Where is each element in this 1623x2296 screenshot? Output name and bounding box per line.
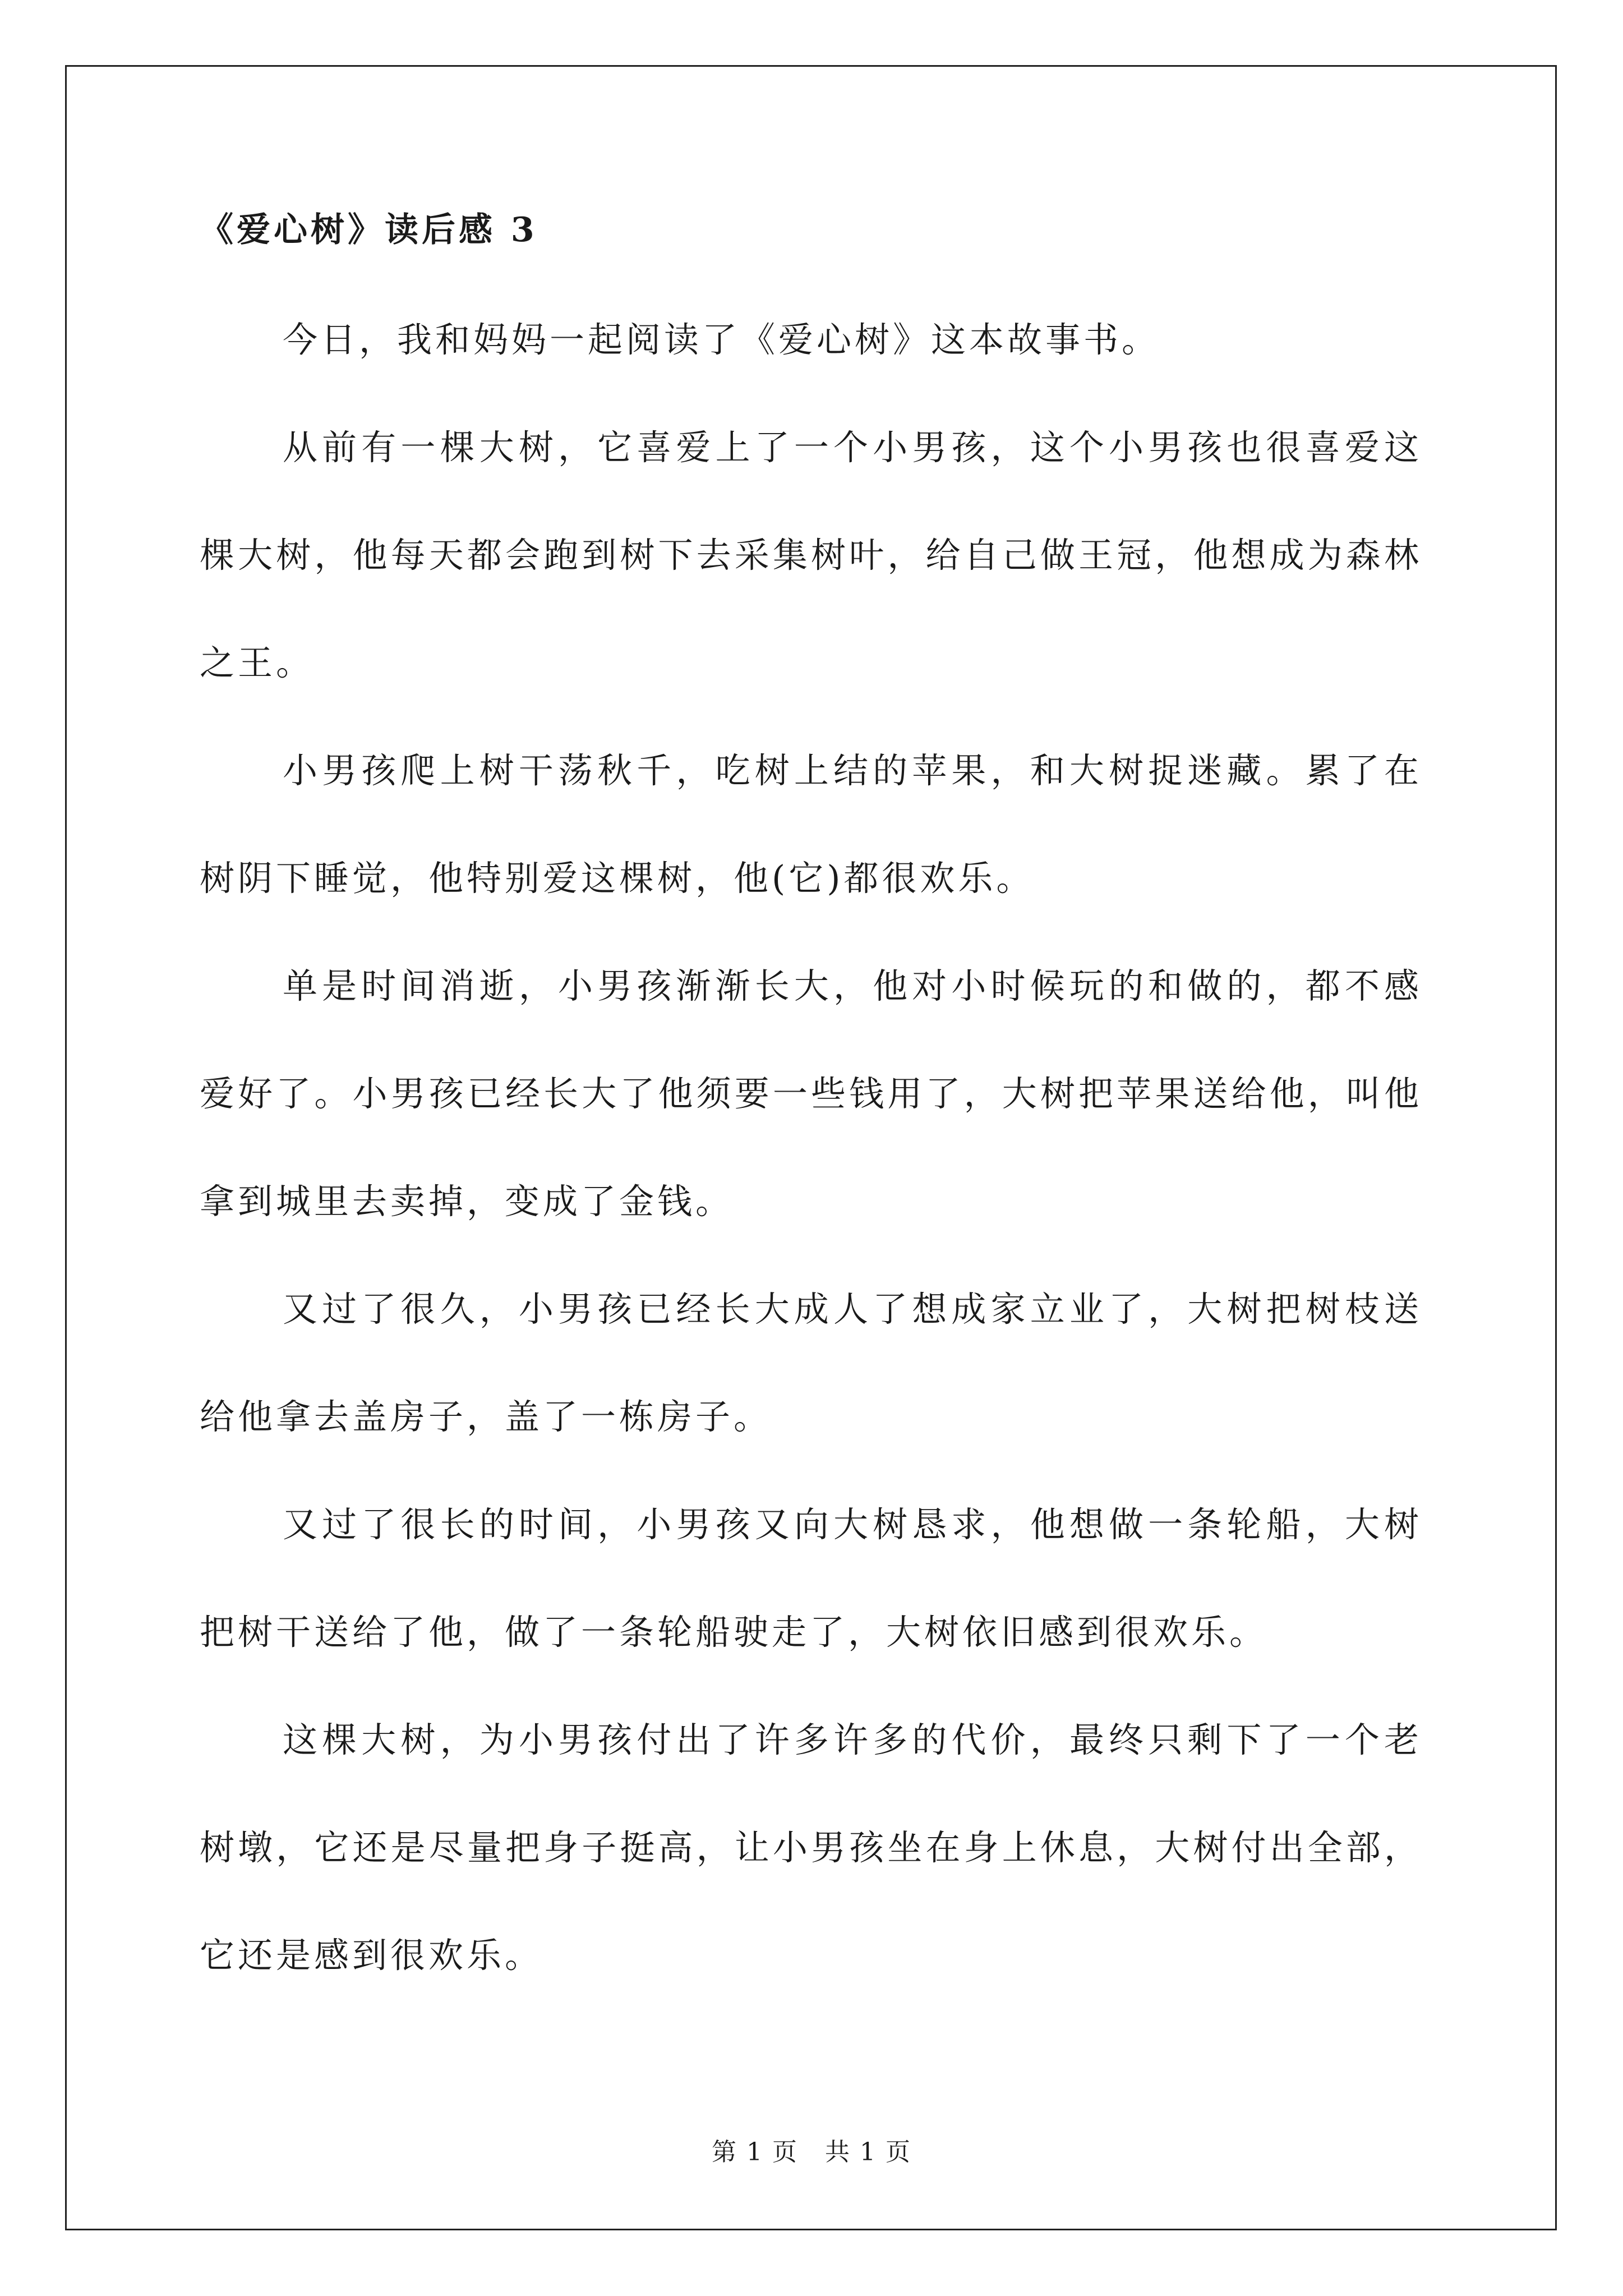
paragraph-4: 单是时间消逝，小男孩渐渐长大，他对小时候玩的和做的，都不感爱好了。小男孩已经长大了他须要一些钱用了，大树把苹果送给他，叫他拿到城里去卖掉，变成了金钱。 xyxy=(200,965,1422,1222)
paragraph-7: 这棵大树，为小男孩付出了许多许多的代价，最终只剩下了一个老树墩，它还是尽量把身子挺高，让小男孩坐在身上休息，大树付出全部，它还是感到很欢乐。 xyxy=(200,1719,1422,1976)
document-title: 《爱心树》读后感 3 xyxy=(200,210,538,250)
paragraph-6: 又过了很长的时间，小男孩又向大树恳求，他想做一条轮船，大树把树干送给了他，做了一条轮船驶走了，大树依旧感到很欢乐。 xyxy=(200,1504,1422,1653)
paragraph-3: 小男孩爬上树干荡秋千，吃树上结的苹果，和大树捉迷藏。累了在树阴下睡觉，他特别爱这棵树，他(它)都很欢乐。 xyxy=(200,750,1422,899)
paragraph-5: 又过了很久，小男孩已经长大成人了想成家立业了，大树把树枝送给他拿去盖房子，盖了一栋房子。 xyxy=(200,1289,1422,1437)
paragraph-2: 从前有一棵大树，它喜爱上了一个小男孩，这个小男孩也很喜爱这棵大树，他每天都会跑到树下去采集树叶，给自己做王冠，他想成为森林之王。 xyxy=(200,427,1422,683)
paragraph-1: 今日，我和妈妈一起阅读了《爱心树》这本故事书。 xyxy=(283,319,1160,360)
page-number-footer: 第 1 页 共 1 页 xyxy=(712,2138,911,2166)
document-body xyxy=(200,210,1422,2009)
